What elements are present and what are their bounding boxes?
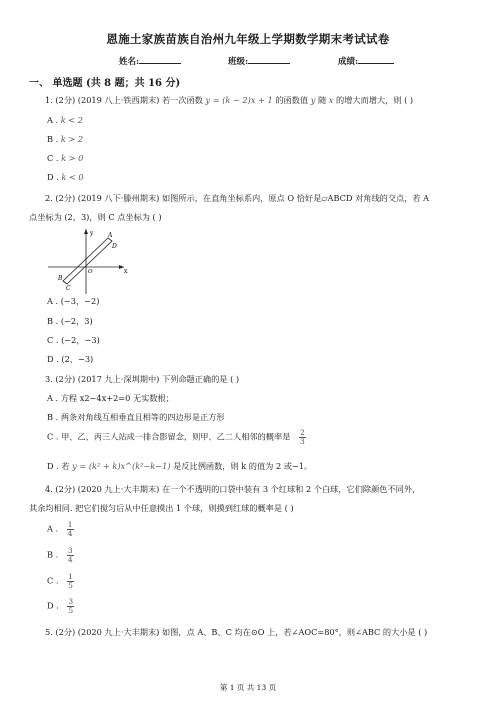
- q1-text: 的增大而增大，则 ( ): [336, 95, 414, 105]
- label-b: B: [58, 275, 63, 282]
- q2-option-b: B . (−2，3): [47, 316, 93, 326]
- question-2-stem-cont: 点坐标为 (2，3)，则 C 点坐标为 ( ): [29, 212, 162, 222]
- q3-option-c: [47, 429, 306, 446]
- label-a: A: [108, 232, 113, 239]
- q4-option-c: C . $\frac{1}{5}$: [47, 572, 73, 590]
- name-blank: [139, 54, 181, 64]
- q3-option-b: B . 两条对角线互相垂直且相等的四边形是正方形: [47, 412, 225, 422]
- question-1-stem: [45, 95, 413, 106]
- q1-option-c: C . k > 0: [47, 153, 84, 163]
- score-blank: [358, 54, 394, 64]
- score-field: [338, 54, 394, 67]
- q4-option-d: D . $\frac{3}{5}$: [47, 597, 74, 615]
- q2-option-c: C . (−2，−3): [47, 335, 100, 345]
- q1-option-a: A . k < 2: [47, 115, 83, 125]
- name-field: [119, 54, 181, 67]
- q4-option-b: B . $\frac{3}{4}$: [47, 546, 73, 564]
- page-title: 恩施土家族苗族自治州九年级上学期数学期末考试试卷: [106, 32, 390, 46]
- y-axis-arrow: [84, 229, 88, 234]
- q2-option-d: D . (2，−3): [47, 354, 94, 364]
- q3-option-d-text: D . 若: [47, 461, 70, 471]
- q1-formula: y = (k − 2)x + 1: [205, 95, 273, 105]
- q3-option-d: [47, 461, 312, 472]
- q1-var: x: [328, 95, 334, 105]
- q3-formula: y = (k² + k)x^(k²−k−1): [72, 461, 171, 471]
- q1-option-b: B . k > 2: [47, 134, 84, 144]
- question-3-stem: 3. (2分) (2017 九上·深圳期中) 下列命题正确的是 ( ): [45, 374, 240, 384]
- q4-option-a: A . $\frac{1}{4}$: [47, 520, 73, 538]
- class-blank: [248, 54, 290, 64]
- q3-option-d-text: 是反比例函数，则 k 的值为 2 或−1。: [173, 461, 313, 471]
- q1-var: y: [310, 95, 316, 105]
- section-heading: 一、 单选题 (共 8 题；共 16 分): [29, 78, 181, 89]
- label-c: C: [66, 285, 71, 292]
- q3-option-a: A . 方程 x2−4x+2=0 无实数根；: [47, 393, 174, 403]
- question-4-stem-cont: 其余均相同. 把它们搅匀后从中任意摸出 1 个球，则摸到红球的概率是 ( ): [29, 503, 294, 513]
- label-d: D: [112, 243, 117, 250]
- q1-text: 1. (2分) (2019 八上·铁西期末) 若一次函数: [45, 95, 203, 105]
- q1-text: 的函数值: [275, 95, 309, 105]
- score-label: 成绩:: [338, 57, 359, 67]
- q3-option-c-text: C . 甲、乙、丙三人站成一排合影留念，则甲、乙二人相邻的概率是: [47, 431, 291, 442]
- q1-option-d: D . k < 0: [47, 172, 84, 182]
- question-2-stem: 2. (2分) (2019 八下·滕州期末) 如图所示，在直角坐标系内，原点 O 恰好是▱ABCD 对角线的交点，若 A: [45, 193, 430, 203]
- name-label: 姓名:: [119, 57, 140, 67]
- q1-text: 随: [317, 95, 327, 105]
- class-label: 班级:: [228, 57, 249, 67]
- q2-option-a: A . (−3，−2): [47, 296, 100, 306]
- q3-fraction: $\frac{2}{3}$: [299, 428, 305, 446]
- question-4-stem: 4. (2分) (2020 九上·大丰期末) 在一个不透明的口袋中装有 3 个红球和 2 个白球，它们除颜色不同外，: [45, 484, 421, 494]
- parallelogram-figure: [44, 226, 130, 296]
- page-footer: 第 1 页 共 13 页: [219, 683, 277, 692]
- label-y: y: [90, 230, 94, 237]
- parallelogram-abcd: [63, 238, 112, 284]
- class-field: [228, 54, 290, 67]
- label-o: O: [88, 269, 93, 275]
- label-x: x: [124, 268, 128, 275]
- question-5-stem: 5. (2分) (2020 九上·大丰期末) 如图，点 A、B、C 均在⊙O 上，若∠AOC=80°，则∠ABC 的大小是 ( ): [45, 627, 428, 637]
